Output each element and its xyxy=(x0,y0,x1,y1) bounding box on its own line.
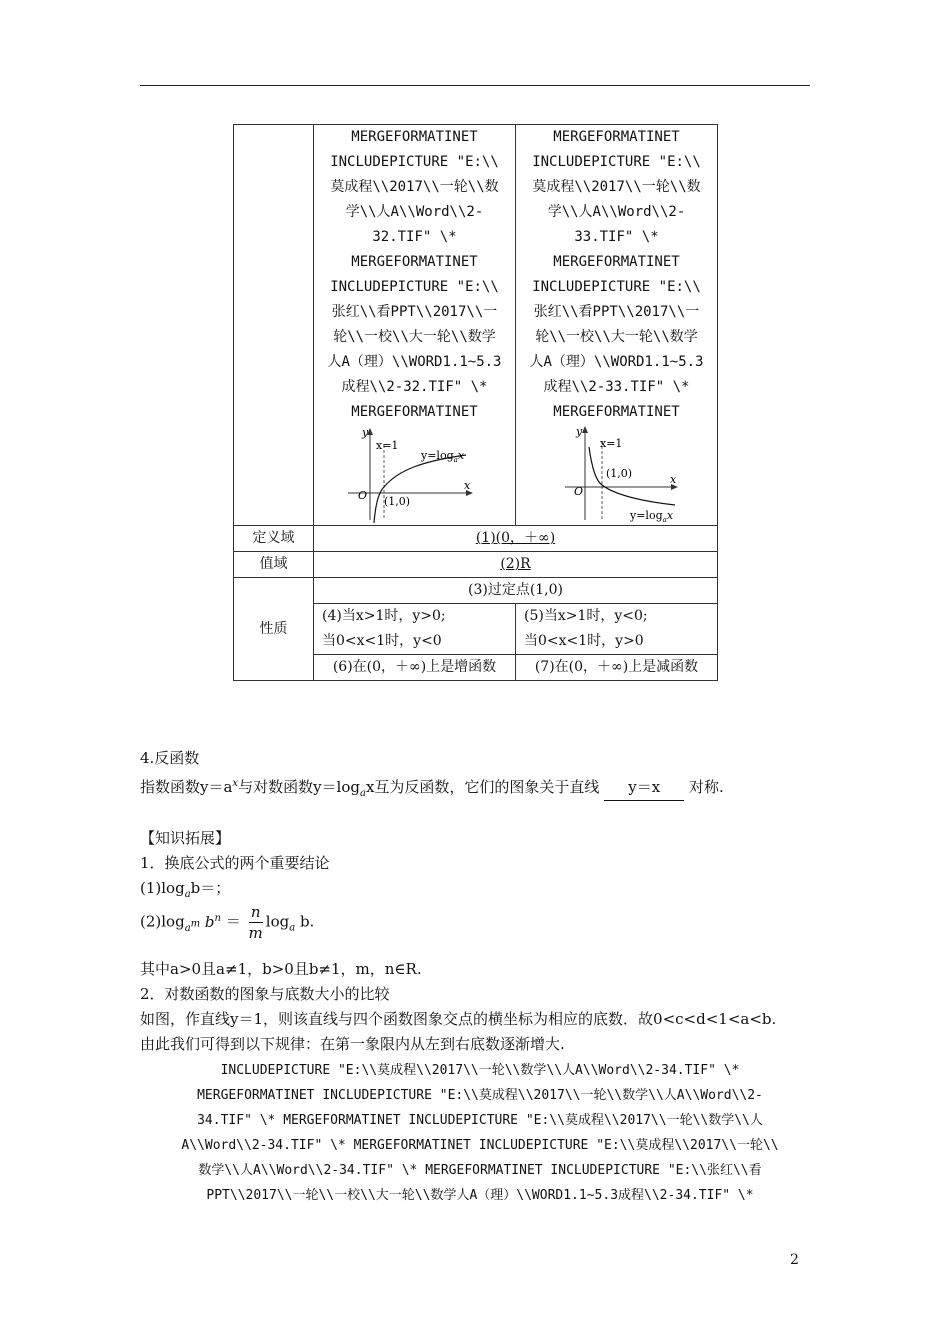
include-line: INCLUDEPICTURE "E:\\ xyxy=(532,279,701,295)
range-row xyxy=(234,552,718,578)
include-code-line: INCLUDEPICTURE "E:\\莫成程\\2017\\一轮\\数学\\人A\\Word\\2-34.TIF" \* xyxy=(220,1063,740,1078)
left-monotonicity: (6)在(0，＋∞)上是增函数 xyxy=(314,655,516,681)
origin-label: O xyxy=(573,485,583,498)
range-label: 值域 xyxy=(234,552,314,578)
right-monotonicity: (7)在(0，＋∞)上是减函数 xyxy=(516,655,718,681)
fixed-point: (3)过定点(1,0) xyxy=(314,578,718,604)
include-field-codes xyxy=(140,1058,820,1208)
fraction-denominator: m xyxy=(248,924,263,942)
include-line: 32.TIF" \* xyxy=(372,229,457,245)
log-graph-increasing xyxy=(314,425,515,525)
props-label: 性质 xyxy=(234,578,314,681)
curve-label: $y=\log_ax$ xyxy=(629,509,673,524)
range-value-text: (2)R xyxy=(500,556,531,572)
x-label: x xyxy=(669,473,676,486)
asymptote-label: x=1 xyxy=(599,437,622,450)
include-line: 张红\\看PPT\\2017\\一 xyxy=(331,304,498,320)
include-line: 张红\\看PPT\\2017\\一 xyxy=(533,304,700,320)
curve-label: $y=\log_ax$ xyxy=(420,449,464,464)
page-number: 2 xyxy=(790,1252,799,1268)
log-graph-decreasing xyxy=(516,425,717,525)
graph-row-label xyxy=(234,125,314,526)
inverse-text-c: x互为反函数，它们的图象关于直线 xyxy=(365,778,600,796)
include-line: 莫成程\\2017\\一轮\\数 xyxy=(330,179,499,195)
formula-1-tail: b＝； xyxy=(190,879,231,897)
origin-label: O xyxy=(357,489,367,502)
include-line: 成程\\2-33.TIF" \* xyxy=(543,379,690,395)
log-curve xyxy=(374,455,466,523)
formula-2-log: log xyxy=(265,912,290,931)
include-code-line: PPT\\2017\\一轮\\一校\\大一轮\\数学人A（理）\\WORD1.1~5.3成程\\2-34.TIF" \* xyxy=(206,1188,754,1203)
base-comparison-rule: 由此我们可得到以下规律：在第一象限内从左到右底数逐渐增大. xyxy=(140,1035,565,1053)
include-code-line: A\\Word\\2-34.TIF" \* MERGEFORMATINET INCLUDEPICTURE "E:\\莫成程\\2017\\一轮\\ xyxy=(181,1138,779,1153)
log-function-properties-table xyxy=(233,124,718,681)
asymptote-label: x=1 xyxy=(375,439,398,452)
domain-value-text: (1)(0，＋∞) xyxy=(475,530,556,546)
domain-value xyxy=(314,526,718,552)
point-label: (1,0) xyxy=(383,495,410,508)
include-line: 33.TIF" \* xyxy=(574,229,659,245)
include-line: INCLUDEPICTURE "E:\\ xyxy=(532,154,701,170)
inverse-text-b: 与对数函数y＝log xyxy=(238,778,360,796)
change-of-base-title: 1．换底公式的两个重要结论 xyxy=(140,854,330,872)
right-sign-cell xyxy=(516,604,718,655)
left-sign-line2: 当0<x<1时，y<0 xyxy=(322,633,442,649)
include-code-line: MERGEFORMATINET INCLUDEPICTURE "E:\\莫成程\\2017\\一轮\\数学\\人A\\Word\\2- xyxy=(197,1088,763,1103)
formula-1: $(1)\log_ab=$； xyxy=(140,879,231,900)
include-line: 轮\\一校\\大一轮\\数学 xyxy=(333,329,496,345)
base-comparison-text: 如图，作直线y＝1，则该直线与四个函数图象交点的横坐标为相应的底数．故0<c<d<1<a<b. xyxy=(140,1010,777,1028)
include-line: INCLUDEPICTURE "E:\\ xyxy=(330,154,499,170)
domain-row xyxy=(234,526,718,552)
include-line: 人A（理）\\WORD1.1~5.3 xyxy=(529,354,704,370)
conditions: 其中a>0且a≠1，b>0且b≠1，m，n∈R. xyxy=(140,960,422,978)
left-sign-line1: (4)当x>1时，y>0; xyxy=(322,608,446,624)
knowledge-heading: 【知识拓展】 xyxy=(140,829,231,847)
inverse-sentence: 指数函数$y=a^x$与对数函数$y=\log_ax$互为反函数，它们的图象关于直线 y＝x 对称. xyxy=(140,771,820,806)
include-line: INCLUDEPICTURE "E:\\ xyxy=(330,279,499,295)
range-value xyxy=(314,552,718,578)
include-line: MERGEFORMATINET xyxy=(351,129,478,145)
include-line: MERGEFORMATINET xyxy=(553,254,680,270)
include-line: 人A（理）\\WORD1.1~5.3 xyxy=(327,354,502,370)
formula-2-text: (2)log xyxy=(140,912,185,931)
inverse-text-a: 指数函数y＝a xyxy=(140,778,233,796)
include-line: 成程\\2-32.TIF" \* xyxy=(341,379,488,395)
domain-label: 定义域 xyxy=(234,526,314,552)
y-label: y xyxy=(575,425,582,438)
include-line: 学\\人A\\Word\\2- xyxy=(547,204,686,220)
header-rule xyxy=(140,85,810,86)
inverse-blank: y＝x xyxy=(604,775,684,801)
include-code-line: 34.TIF" \* MERGEFORMATINET INCLUDEPICTURE "E:\\莫成程\\2017\\一轮\\数学\\人 xyxy=(197,1113,763,1128)
include-line: MERGEFORMATINET xyxy=(553,404,680,420)
x-label: x xyxy=(463,479,470,492)
section4-title: 4.反函数 xyxy=(140,749,200,767)
base-comparison-title: 2．对数函数的图象与底数大小的比较 xyxy=(140,985,390,1003)
y-axis-arrow xyxy=(582,426,588,433)
right-sign-line2: 当0<x<1时，y>0 xyxy=(524,633,644,649)
graph-row xyxy=(234,125,718,526)
include-line: MERGEFORMATINET xyxy=(553,129,680,145)
fraction-numerator: n xyxy=(249,902,263,923)
graph-cell-left xyxy=(314,125,516,526)
formula-1-text: (1)log xyxy=(140,879,185,897)
left-sign-cell xyxy=(314,604,516,655)
props-row-fixed xyxy=(234,578,718,604)
inverse-text-d: 对称. xyxy=(688,778,724,796)
include-line: 轮\\一校\\大一轮\\数学 xyxy=(535,329,698,345)
include-line: MERGEFORMATINET xyxy=(351,404,478,420)
include-line: 莫成程\\2017\\一轮\\数 xyxy=(532,179,701,195)
y-label: y xyxy=(361,426,368,439)
include-line: 学\\人A\\Word\\2- xyxy=(345,204,484,220)
fraction xyxy=(249,902,263,943)
graph-cell-right xyxy=(516,125,718,526)
right-sign-line1: (5)当x>1时，y<0; xyxy=(524,608,648,624)
include-line: MERGEFORMATINET xyxy=(351,254,478,270)
point-label: (1,0) xyxy=(605,467,632,480)
include-code-line: 数学\\人A\\Word\\2-34.TIF" \* MERGEFORMATINET INCLUDEPICTURE "E:\\张红\\看 xyxy=(198,1163,762,1178)
formula-2: $(2)\log_{a^m}$ $b^n$ ＝ $\frac{n}{m}$ $\log_a b$. xyxy=(140,903,315,942)
formula-2-end: b. xyxy=(299,912,315,931)
